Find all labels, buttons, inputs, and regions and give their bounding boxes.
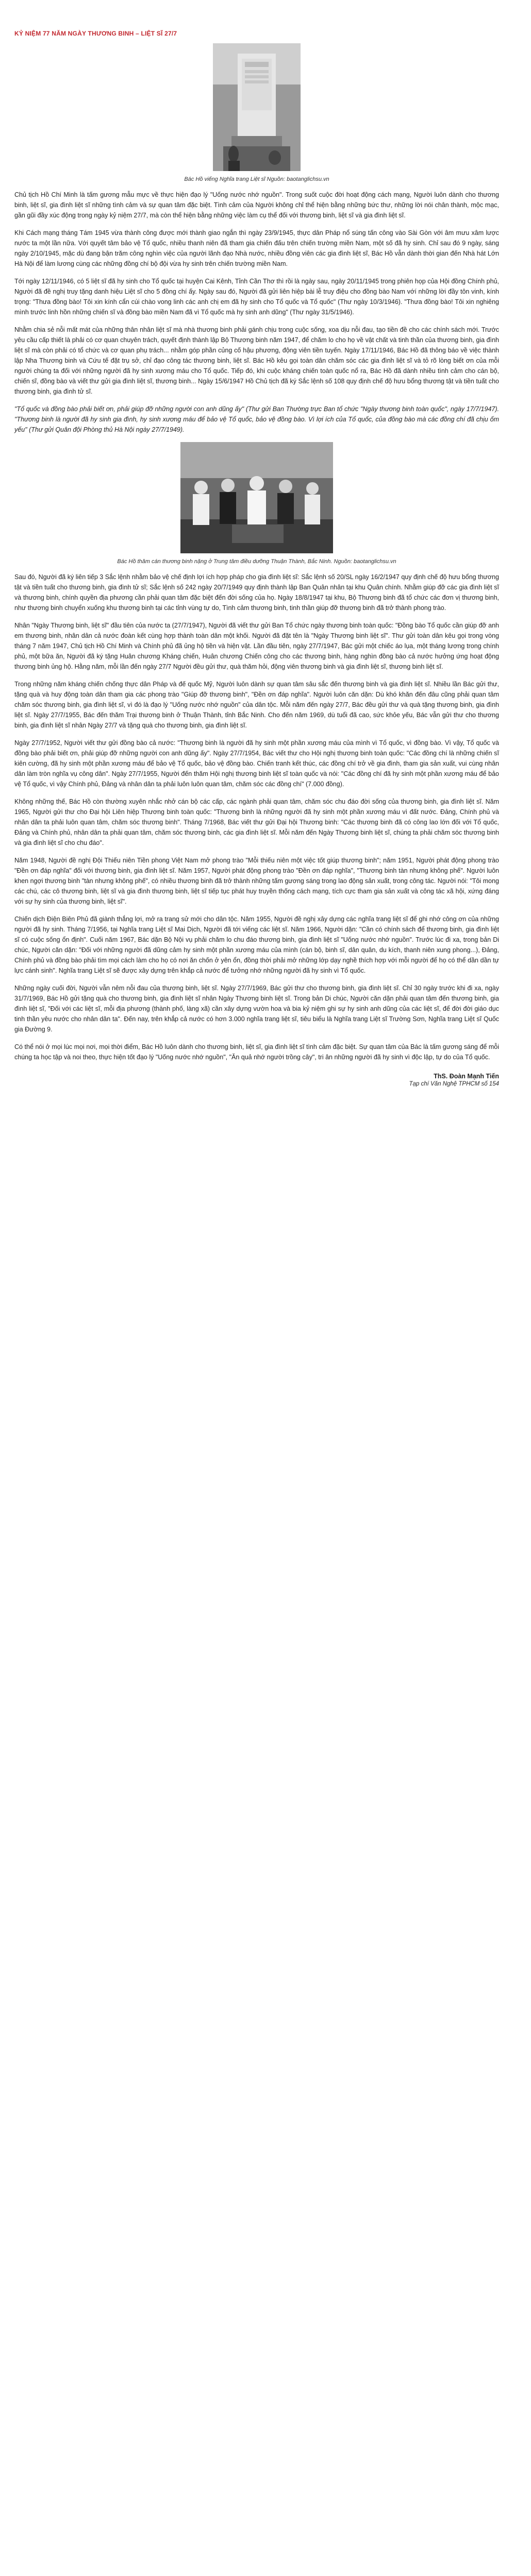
visit-photo-art — [180, 442, 333, 553]
paragraph-b-3: Trong những năm kháng chiến chống thực dân Pháp và đế quốc Mỹ, Người luôn dành sự quan tâm sâu sắc đến thương binh và gia đình liệt sĩ. Nhiều lần Bác gửi thư, tặng quà và huy động toàn dân tham gia các phong trào "Giúp đỡ thương binh", "Đền ơn đáp nghĩa". Người luôn căn dặn: Dù khó khăn đến đâu cũng phải quan tâm chăm sóc thương binh, gia đình liệt sĩ, vì đó là đạo lý "Uống nước nhớ nguồn" của dân tộc. Mỗi năm đến ngày 27/7, Bác đều gửi thư và quà tặng thương binh, gia đình liệt sĩ. Ngày 27/7/1955, Bác đến thăm Trại thương binh ở Thuận Thành, tỉnh Bắc Ninh. Cho đến năm 1969, dù tuổi đã cao, sức khỏe yếu, Bác vẫn gửi thư cho thương binh, gia đình liệt sĩ nhân Ngày 27/7 và tặng quà cho thương binh, gia đình liệt sĩ. — [14, 681, 499, 729]
signature-block — [14, 1073, 499, 1087]
photo-memorial — [213, 43, 301, 171]
memorial-photo-art — [213, 43, 301, 171]
figure-memorial-caption: Bác Hồ viếng Nghĩa trang Liệt sĩ Nguồn: baotanglichsu.vn — [184, 176, 329, 182]
paragraph-a-2: Khi Cách mạng tháng Tám 1945 vừa thành công được mới thành giao ngắn thì ngày 23/9/1945, thực dân Pháp nổ súng tấn công vào Sài Gòn với âm mưu xâm lược nước ta một lần nữa. Với quyết tâm bảo vệ Tổ quốc, nhiều thanh niên đã tham gia chiến đấu trên chiến trường miền Nam, một số đã hy sinh. Chỉ sau đó 9 ngày, sáng ngày 2/10/1945, mặc dù đang bận trăm công nghìn việc của người lãnh đạo Nhà nước, nhiều đồng viên các gia đình liệt sĩ, Bác Hồ vẫn dành thời gian đến Nhà hát Lớn Hà Nội để làm lương cùng các những đồng chí bộ đội vừa hy sinh trên chiến trường miền Nam. — [14, 229, 499, 267]
figure-memorial — [14, 43, 499, 182]
paragraph-b-6: Năm 1948, Người đề nghị Đội Thiếu niên Tiền phong Việt Nam mở phong trào "Mỗi thiếu niên một việc tốt giúp thương binh"; năm 1951, Người phát động phong trào "Đền ơn đáp nghĩa" đối với thương binh, gia đình liệt sĩ. Năm 1957, Người phát động phong trào "Đền ơn đáp nghĩa", "Thương binh tàn nhưng không phế". Người luôn khen ngợi thương binh "tàn nhưng không phế", có nhiều thương binh đã trở thành những tấm gương sáng trong lao động sản xuất, trong công tác. Người nói: "Tôi mong các chú, các cô thương binh, liệt sĩ và gia đình thương binh, liệt sĩ tiếp tục phát huy truyền thống cách mạng, tích cực tham gia sản xuất và công tác xã hội, xứng đáng với sự hy sinh của thương binh, liệt sĩ". — [14, 857, 499, 905]
paragraph-a-3: Tới ngày 12/11/1946, có 5 liệt sĩ đã hy sinh cho Tổ quốc tại huyện Cai Kênh, Tỉnh Cần Thơ thì rồi là ngày sau, ngày 20/11/1945 trong phiên họp của Hội đồng Chính phủ, Người đã đề nghị truy tặng danh hiệu Liệt sĩ cho 5 đồng chí ấy. Ngày sau đó, Người đã gửi liên hiệp bài lễ truy điệu cho đồng bào Nam vớí những lời đầy tôn vinh, kính trọng: "Thưa đồng bào! Tôi xin kính cẩn cúi chào vong linh các anh chị em đã hy sinh cho Tổ quốc và Tổ quốc" (Thư ngày 10/3/1946). "Thưa đồng bào! Tôi xin nghiêng mình trước linh hồn những chiến sĩ và đồng bào miền Nam đã vì Tổ quốc mà hy sinh anh dũng" (Thư ngày 31/5/1946). — [14, 278, 499, 316]
paragraph-b-2: Nhân "Ngày Thương binh, liệt sĩ" đầu tiên của nước ta (27/7/1947), Người đã viết thư gửi Ban Tổ chức ngày thương binh toàn quốc: "Đồng bào Tổ quốc cần giúp đỡ anh em thương binh, nhân dân cả nước đoàn kết cùng hợp thành toàn dân một khối. Người đã đặt tên là "Ngày Thương binh liệt sĩ". Thư gửi toàn dân kêu gọi trong vòng tháng 7 năm 1947, Chủ tịch Hồ Chí Minh và Chính phủ đã ủng hộ tiền và hiện vật. Lần đầu tiên, ngày 27/7/1947, Bác gửi một chiếc áo lụa, một tháng lương trong chính phủ, một bữa ăn, Người đã ký tặng Huân chương Kháng chiến, Huân chương Chiến công cho các thương binh, hàng nghìn đồng bào cả nước hưởng ứng hoạt động thương binh ủng hộ. Hằng năm, mỗi lần đến ngày 27/7 Người đều gửi thư, quà thăm hỏi, động viên thương binh và gia đình liệt sĩ, thương binh liệt sĩ. — [14, 622, 499, 670]
body-section-b — [14, 572, 499, 1062]
paragraph-b-1: Sau đó, Người đã ký liên tiếp 3 Sắc lệnh nhằm bảo vệ chế định lợi ích hợp pháp cho gia đình liệt sĩ: Sắc lệnh số 20/SL ngày 16/2/1947 quy định chế độ hưu bổng thương tật và tiền tuất cho thương binh, gia đình tử sĩ; Sắc lệnh số 242 ngày 20/7/1949 quy định thành lập Ban Quân nhân tại khu Quân chính. Nhằm giúp đỡ các gia đình liệt sĩ và thương binh, chính quyền địa phương cần phải quan tâm đặc biệt đến đời sống của họ. Ngày 18/8/1947 tại khu, Bộ Thương binh đã tổ chức các đơn vị thương binh, như thương binh chuyển xuống khu thương binh tại các tỉnh vùng tự do, Tình cảm thương binh, tinh thần giúp đỡ thương binh đã trở thành phong trào. — [14, 573, 499, 612]
author-name: ThS. Đoàn Mạnh Tiến — [434, 1073, 499, 1080]
paragraph-b-5: Không những thế, Bác Hồ còn thường xuyên nhắc nhở cán bộ các cấp, các ngành phải quan tâm, chăm sóc chu đáo đời sống của thương binh, gia đình liệt sĩ. Năm 1965, Người gửi thư cho Đại hội Liên hiệp Thương binh toàn quốc: "Thương binh là những người đã hy sinh một phần xương máu vì đất nước. Đảng, Chính phủ và nhân dân ta phải luôn quan tâm, chăm sóc thương binh". Tháng 7/1968, Bác viết thư gửi Đại hội Thương binh: "Các thương binh đã có công lao lớn đối với Tổ quốc, Đảng và Chính phủ, nhân dân ta phải quan tâm, chăm sóc thương binh, các gia đình liệt sĩ. Mỗi năm đến Ngày Thương binh liệt sĩ, chúng ta phải chăm sóc thương binh và gia đình liệt sĩ cho chu đáo". — [14, 798, 499, 846]
quote-block: "Tổ quốc và đồng bào phải biết ơn, phải giúp đỡ những người con anh dũng ấy" (Thư gửi Ban Thường trực Ban tổ chức "Ngày thương binh toàn quốc", ngày 17/7/1947). "Thương binh là người đã hy sinh gia đình, hy sinh xương máu để bảo vệ Tổ quốc, bảo vệ đồng bào. Vì lợi ích của Tổ quốc, của đồng bào mà các đồng chí đã chịu ốm yếu" (Thư gửi Quân đội Phòng thủ Hà Nội ngày 27/7/1949). — [14, 405, 499, 433]
article — [14, 30, 499, 1087]
paragraph-a-4: Nhằm chia sẻ nỗi mất mát của những thân nhân liệt sĩ mà nhà thương binh phải gánh chịu trong cuộc sống, xoa dịu nỗi đau, tạo tiền đề cho các chính sách mới. Trước yêu cầu cấp thiết là phải có cơ quan chuyên trách, quyết định thành lập Bộ Thương binh năm 1947, để chăm lo cho họ về vật chất và tinh thần của thương binh, gia đình liệt sĩ mà còn phải có tổ chức và cơ quan phụ trách... nhằm góp phần củng cố hậu phương, động viên tiền tuyến. Ngày 17/11/1946, Bác Hồ đã thông báo về việc thành lập Nha Thương binh và Cứu tế đặt trụ sở, chỉ đạo công tác thương binh, liệt sĩ. Bác Hồ kêu gọi toàn dân chăm sóc các gia đình liệt sĩ và tỏ rõ lòng biết ơn của mỗi người chúng ta đối với những người đã hy sinh xương máu cho Tổ quốc. Tiếp đó, khi cuộc kháng chiến toàn quốc nổ ra, Bác Hồ đã dành nhiều tình cảm cho cán bộ, chiến sĩ, đồng bào và viết thư gửi gia đình liệt sĩ, thương binh... Ngày 15/6/1947 Hồ Chủ tịch đã ký Sắc lệnh số 108 quy định chế độ hưu bổng thương tật và tiền tuất cho thương binh, gia đình tử sĩ. — [14, 326, 499, 395]
paragraph-b-9: Có thể nói ở mọi lúc mọi nơi, mọi thời điểm, Bác Hồ luôn dành cho thương binh, liệt sĩ, gia đình liệt sĩ tình cảm đặc biệt. Sự quan tâm của Bác là tấm gương sáng để mỗi chúng ta học tập và noi theo, thực hiện tốt đạo lý "Uống nước nhớ nguồn", "Ăn quả nhớ người trồng cây", tri ân những người đã hy sinh vì độc lập, tự do của Tổ quốc. — [14, 1043, 499, 1061]
figure-visit-caption: Bác Hồ thăm cán thương binh nặng ở Trung tâm điều dưỡng Thuận Thành, Bắc Ninh. Nguồn: baotanglichsu.vn — [117, 558, 396, 565]
figure-visit — [14, 442, 499, 565]
paragraph-b-7: Chiến dịch Điện Biên Phủ đã giành thắng lợi, mở ra trang sử mới cho dân tộc. Năm 1955, Người đề nghị xây dựng các nghĩa trang liệt sĩ để ghi nhớ công ơn của những người đã hy sinh. Tháng 7/1956, tại Nghĩa trang Liệt sĩ Mai Dịch, Người đã tới viếng các liệt sĩ. Năm 1966, Người dặn: "Cần có chính sách để thương binh, gia đình liệt sĩ có cuộc sống ổn định". Cuối năm 1967, Bác dặn Bộ Nội vụ phải chăm lo chu đáo thương binh, gia đình liệt sĩ "Uống nước nhớ nguồn". Trước lúc đi xa, trong bản Di chúc, Người căn dặn: "Đối với những người đã dũng cảm hy sinh một phần xương máu của mình (cán bộ, binh sĩ, dân quân, du kích, thanh niên xung phong...), Đảng, Chính phủ và đồng bào phải tìm mọi cách làm cho họ có nơi ăn chốn ở yên ổn, đồng thời phải mở những lớp dạy nghề thích hợp với mỗi người để họ có thể dần dần tự lực cánh sinh". Nghĩa trang Liệt sĩ sẽ được xây dựng trên khắp cả nước để tưởng nhớ những người đã hy sinh vì Tổ quốc. — [14, 916, 499, 974]
top-spacer — [0, 0, 531, 22]
body-section-a — [14, 190, 499, 397]
photo-visit — [180, 442, 333, 553]
author-source: Tạp chí Văn Nghệ TPHCM số 154 — [409, 1081, 499, 1087]
paragraph-a-1: Chủ tịch Hồ Chí Minh là tấm gương mẫu mực về thực hiện đạo lý "Uống nước nhớ nguồn". Trong suốt cuộc đời hoạt động cách mạng, Người luôn dành cho thương binh, liệt sĩ, gia đình liệt sĩ những tình cảm và sự quan tâm đặc biệt. Tình cảm của Người không chỉ thể hiện bằng những bức thư, những lời nói chân thành, mộc mạc, gần gũi đầy xúc động trong ngày kỷ niệm 27/7, mà còn thể hiện bằng những việc làm cụ thể đối với thương binh, liệt sĩ và gia đình liệt sĩ. — [14, 191, 499, 219]
paragraph-b-4: Ngày 27/7/1952, Người viết thư gửi đồng bào cả nước: "Thương binh là người đã hy sinh một phần xương máu của mình vì Tổ quốc, vì đồng bào. Vì vậy, Tổ quốc và đồng bào phải biết ơn, phải giúp đỡ những người con anh dũng ấy". Ngày 27/7/1954, Bác viết thư cho Hội nghị thương binh toàn quốc: "Các đồng chí là những chiến sĩ kiên cường, đã hy sinh một phần xương máu để bảo vệ Tổ quốc, bảo vệ đồng bào. Chiến tranh kết thúc, các đồng chí trở về gia đình, tham gia sản xuất, vui cùng nhân dân làm tròn nghĩa vụ công dân". Ngày 27/7/1955, Người đến thăm Hội nghị thương binh liệt sĩ toàn quốc và nói: "Các đồng chí đã hy sinh một phần xương máu để bảo vệ Tổ quốc, vì vậy Chính phủ, Đảng và nhân dân ta phải luôn luôn quan tâm, chăm sóc các đồng chí" (7.000 đồng). — [14, 739, 499, 788]
paragraph-b-8: Những ngày cuối đời, Người vẫn nêm nỗi đau của thương binh, liệt sĩ. Ngày 27/7/1969, Bác gửi thư cho thương binh, gia đình liệt sĩ. Chỉ 30 ngày trước khi đi xa, ngày 31/7/1969, Bác Hồ gửi tặng quà cho thương binh, gia đình liệt sĩ nhân Ngày Thương binh liệt sĩ. Trong bản Di chúc, Người căn dặn phải quan tâm đến thương binh, gia đình liệt sĩ, "Đối với các liệt sĩ, mỗi địa phương (thành phố, làng xã) cần xây dựng vườn hoa và bia kỷ niệm ghi sự hy sinh anh dũng của các liệt sĩ, để đời đời giáo dục tinh thần yêu nước cho nhân dân ta". Đến nay, trên khắp cả nước có hơn 3.000 nghĩa trang liệt sĩ, tiêu biểu là Nghĩa trang Liệt sĩ Trường Sơn, Nghĩa trang Liệt sĩ Quốc gia Đường 9. — [14, 985, 499, 1033]
section-breadcrumb[interactable]: KỶ NIỆM 77 NĂM NGÀY THƯƠNG BINH – LIỆT SĨ 27/7 — [14, 30, 177, 37]
